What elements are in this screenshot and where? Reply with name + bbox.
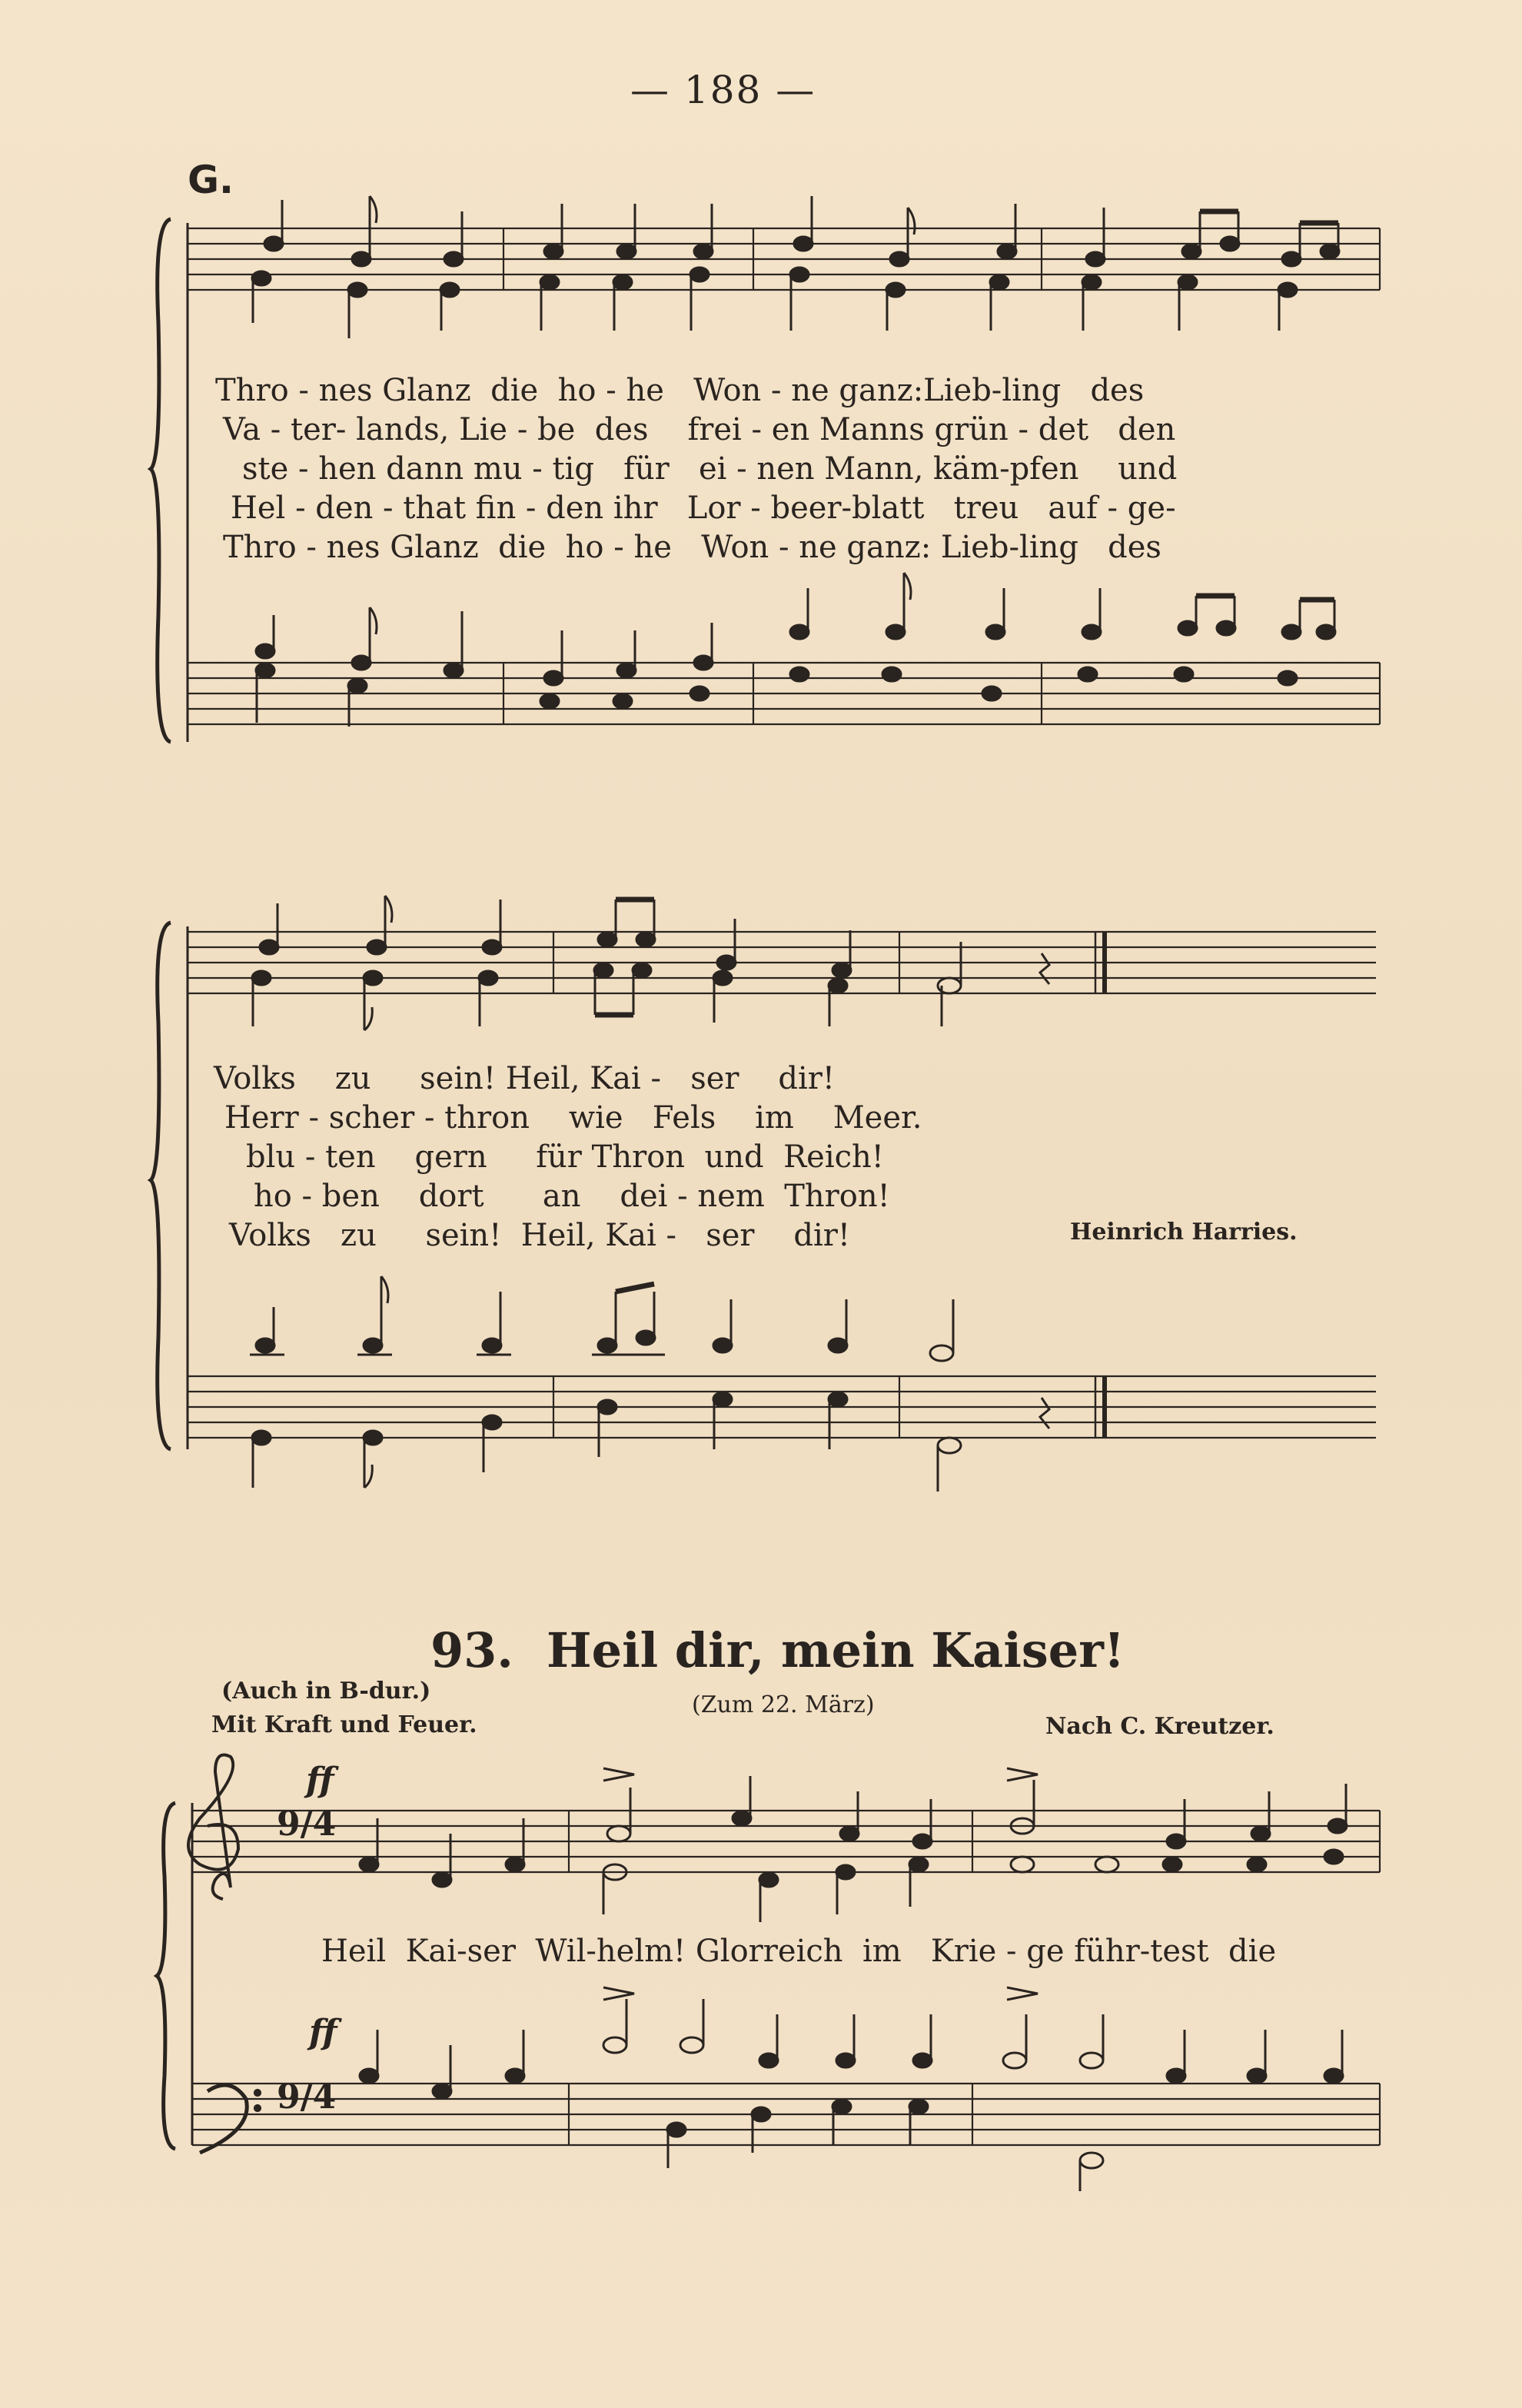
- song93-treble-staff: [192, 1803, 1380, 2145]
- lyrics-song93: Heil Kai-ser Wil-helm! Glorreich im Krie - ge führ-test die: [321, 1934, 1277, 1969]
- lyrics-s2-verse5: Volks zu sein! Heil, Kai - ser dir!: [229, 1218, 850, 1253]
- dynamic-treble: ff: [306, 1761, 334, 1800]
- dynamic-bass: ff: [309, 2013, 337, 2052]
- lyrics-s1-verse4: Hel - den - that fin - den ihr Lor - beer-blatt treu auf - ge-: [231, 491, 1176, 526]
- occasion-note: (Zum 22. März): [692, 1691, 875, 1718]
- lyricist-credit: Heinrich Harries.: [1070, 1219, 1298, 1246]
- key-note: (Auch in B-dur.): [221, 1678, 431, 1705]
- system1-upper-notes: [252, 196, 1339, 338]
- bass-clef-icon: [200, 2085, 247, 2153]
- lyrics-s1-verse1: Thro - nes Glanz die ho - he Won - ne ganz:Lieb-ling des: [215, 373, 1145, 408]
- song93-treble-notes: [360, 1776, 1347, 1922]
- lyrics-s2-verse2: Herr - scher - thron wie Fels im Meer.: [224, 1100, 922, 1136]
- lyrics-s1-verse5: Thro - nes Glanz die ho - he Won - ne ganz: Lieb-ling des: [223, 530, 1161, 565]
- system2-lower-notes: [250, 1276, 1049, 1492]
- page-number: — 188 —: [630, 68, 816, 112]
- system1-lower-staff: [188, 663, 1380, 724]
- system1-lower-notes: [256, 573, 1335, 727]
- lyrics-s1-verse3: ste - hen dann mu - tig für ei - nen Mann, käm-pfen und: [242, 451, 1178, 487]
- song93-bass-staff: [192, 2077, 1380, 2145]
- key-letter: G.: [188, 158, 234, 202]
- lyrics-s2-verse4: ho - ben dort an dei - nem Thron!: [254, 1179, 890, 1214]
- composer-credit: Nach C. Kreutzer.: [1045, 1713, 1274, 1740]
- tempo-marking: Mit Kraft und Feuer.: [211, 1711, 477, 1738]
- system2-lower-staff: [188, 1376, 1376, 1438]
- lyrics-s1-verse2: Va - ter- lands, Lie - be des frei - en Manns grün - det den: [223, 412, 1176, 447]
- lyrics-s2-verse3: blu - ten gern für Thron und Reich!: [246, 1139, 884, 1175]
- song-title: 93. Heil dir, mein Kaiser!: [430, 1622, 1125, 1678]
- treble-clef-icon: [188, 1755, 238, 1900]
- lyrics-s2-verse1: Volks zu sein! Heil, Kai - ser dir!: [214, 1061, 835, 1096]
- time-signature-treble: 9/4: [277, 1804, 337, 1844]
- time-signature-bass: 9/4: [277, 2077, 337, 2117]
